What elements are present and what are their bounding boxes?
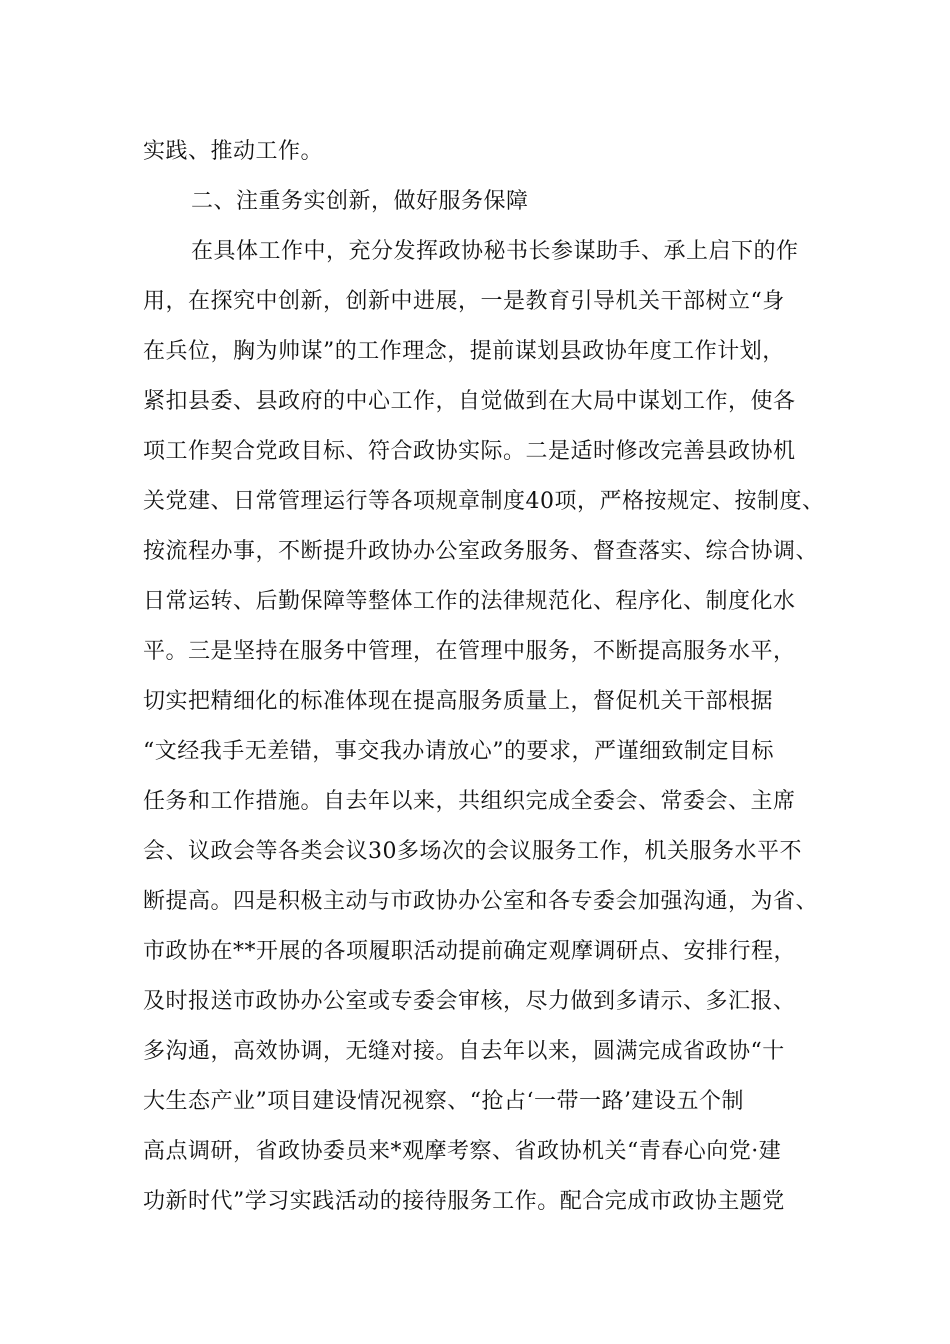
- text-line: 断提高。四是积极主动与市政协办公室和各专委会加强沟通，为省、: [143, 889, 819, 914]
- text-line: 实践、推动工作。: [143, 139, 324, 164]
- text-line: 紧扣县委、县政府的中心工作，自觉做到在大局中谋划工作，使各: [143, 389, 796, 414]
- text-line: 用，在探究中创新，创新中进展，一是教育引导机关干部树立“身: [143, 289, 785, 314]
- text-line: 切实把精细化的标准体现在提高服务质量上，督促机关干部根据: [143, 689, 774, 714]
- text-line: 高点调研，省政协委员来*观摩考察、省政协机关“青春心向党·建: [143, 1139, 782, 1164]
- text-line: 大生态产业”项目建设情况视察、“抢占‘一带一路’建设五个制: [143, 1089, 744, 1114]
- text-line: 多沟通，高效协调，无缝对接。自去年以来，圆满完成省政协“十: [143, 1039, 785, 1064]
- text-line: “文经我手无差错，事交我办请放心”的要求，严谨细致制定目标: [143, 739, 774, 764]
- text-line: 在具体工作中，充分发挥政协秘书长参谋助手、承上启下的作: [191, 239, 799, 264]
- section-heading: 二、注重务实创新，做好服务保障: [191, 189, 529, 214]
- text-line: 功新时代”学习实践活动的接待服务工作。配合完成市政协主题党: [143, 1189, 785, 1214]
- text-line: 按流程办事，不断提升政协办公室政务服务、督查落实、综合协调、: [143, 539, 819, 564]
- text-line: 项工作契合党政目标、符合政协实际。二是适时修改完善县政协机: [143, 439, 796, 464]
- text-line: 市政协在**开展的各项履职活动提前确定观摩调研点、安排行程，: [143, 939, 797, 964]
- text-line: 任务和工作措施。自去年以来，共组织完成全委会、常委会、主席: [143, 789, 796, 814]
- text-line: 平。三是坚持在服务中管理，在管理中服务，不断提高服务水平，: [143, 639, 796, 664]
- text-line: 及时报送市政协办公室或专委会审核，尽力做到多请示、多汇报、: [143, 989, 796, 1014]
- text-line: 在兵位，胸为帅谋”的工作理念，提前谋划县政协年度工作计划，: [143, 339, 785, 364]
- text-line: 日常运转、后勤保障等整体工作的法律规范化、程序化、制度化水: [143, 589, 796, 614]
- text-line: 会、议政会等各类会议30多场次的会议服务工作，机关服务水平不: [143, 839, 802, 864]
- text-line: 关党建、日常管理运行等各项规章制度40项，严格按规定、按制度、: [143, 489, 825, 514]
